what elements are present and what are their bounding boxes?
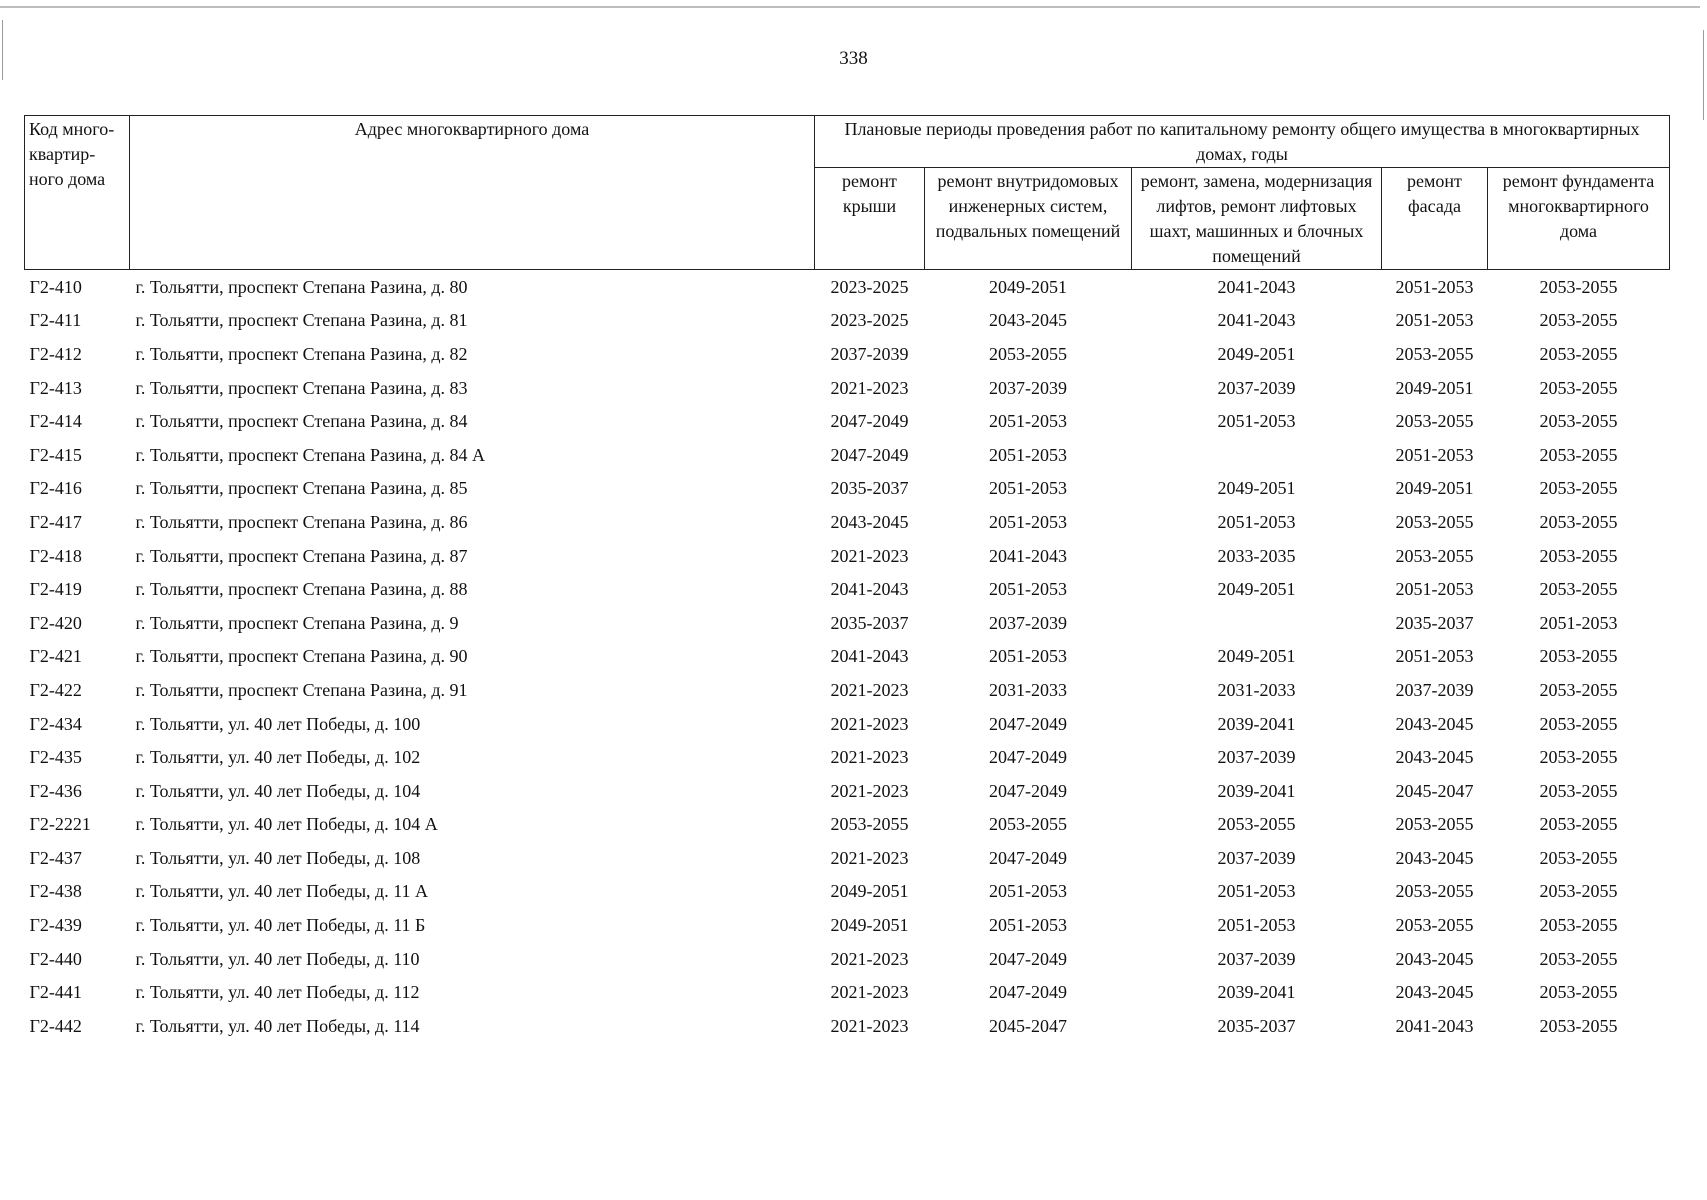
header-address: Адрес многоквартирного дома (130, 116, 815, 270)
cell-engineering: 2051-2053 (989, 511, 1067, 532)
cell-foundation: 2053-2055 (1539, 747, 1618, 768)
cell-code: Г2-410 (29, 276, 82, 297)
cell-code: Г2-436 (29, 780, 82, 801)
cell-code: Г2-434 (29, 713, 82, 734)
cell-lifts: 2037-2039 (1217, 847, 1296, 868)
cell-facade: 2045-2047 (1395, 780, 1474, 801)
cell-code: Г2-415 (29, 444, 82, 465)
cell-foundation: 2053-2055 (1539, 881, 1618, 902)
cell-lifts: 2037-2039 (1217, 948, 1296, 969)
cell-address: г. Тольятти, проспект Степана Разина, д. 88 (135, 579, 468, 600)
cell-lifts: 2049-2051 (1217, 579, 1296, 600)
cell-facade: 2051-2053 (1395, 646, 1474, 667)
cell-roof: 2021-2023 (830, 545, 909, 566)
cell-roof: 2047-2049 (830, 444, 909, 465)
cell-facade: 2037-2039 (1395, 679, 1474, 700)
table-row (25, 1009, 1670, 1043)
cell-roof: 2023-2025 (830, 310, 909, 331)
header-periods: Плановые периоды проведения работ по капитальному ремонту общего имущества в многоквартирных домах, годы (815, 116, 1670, 168)
cell-foundation: 2053-2055 (1539, 847, 1618, 868)
cell-engineering: 2047-2049 (989, 948, 1067, 969)
cell-roof: 2023-2025 (830, 276, 909, 297)
cell-lifts: 2049-2051 (1217, 478, 1296, 499)
cell-lifts: 2041-2043 (1217, 310, 1296, 331)
cell-roof: 2049-2051 (830, 881, 909, 902)
cell-foundation: 2053-2055 (1539, 377, 1618, 398)
table-row (25, 337, 1670, 371)
repair-schedule-table (24, 115, 1670, 1043)
cell-address: г. Тольятти, ул. 40 лет Победы, д. 100 (135, 713, 421, 734)
table-row (25, 304, 1670, 338)
table-row (25, 640, 1670, 674)
cell-facade: 2043-2045 (1395, 747, 1474, 768)
cell-facade: 2053-2055 (1395, 411, 1474, 432)
cell-roof: 2021-2023 (830, 847, 909, 868)
cell-lifts: 2031-2033 (1217, 679, 1296, 700)
table-row (25, 606, 1670, 640)
cell-code: Г2-422 (29, 679, 82, 700)
cell-address: г. Тольятти, ул. 40 лет Победы, д. 114 (135, 1015, 420, 1036)
cell-engineering: 2051-2053 (989, 646, 1067, 667)
table-row (25, 472, 1670, 506)
cell-address: г. Тольятти, ул. 40 лет Победы, д. 104 А (135, 814, 438, 835)
cell-engineering: 2047-2049 (989, 747, 1067, 768)
cell-engineering: 2051-2053 (989, 881, 1067, 902)
cell-lifts (1132, 438, 1382, 472)
cell-lifts: 2053-2055 (1217, 814, 1296, 835)
cell-roof: 2021-2023 (830, 679, 909, 700)
cell-engineering: 2053-2055 (989, 343, 1067, 364)
scan-border-top (0, 6, 1700, 8)
cell-code: Г2-418 (29, 545, 82, 566)
cell-address: г. Тольятти, проспект Степана Разина, д. 80 (135, 276, 468, 297)
table-row (25, 572, 1670, 606)
cell-roof: 2021-2023 (830, 780, 909, 801)
cell-code: Г2-411 (29, 310, 82, 331)
cell-facade: 2051-2053 (1395, 444, 1474, 465)
cell-code: Г2-438 (29, 881, 82, 902)
header-foundation: ремонт фундамента многоквартирного дома (1488, 168, 1670, 270)
cell-code: Г2-2221 (29, 814, 91, 835)
cell-engineering: 2043-2045 (989, 310, 1067, 331)
cell-lifts: 2037-2039 (1217, 747, 1296, 768)
cell-lifts: 2037-2039 (1217, 377, 1296, 398)
cell-engineering: 2051-2053 (989, 579, 1067, 600)
cell-roof: 2041-2043 (830, 646, 909, 667)
cell-foundation: 2053-2055 (1539, 511, 1618, 532)
cell-engineering: 2051-2053 (989, 411, 1067, 432)
cell-lifts: 2035-2037 (1217, 1015, 1296, 1036)
cell-foundation: 2053-2055 (1539, 545, 1618, 566)
cell-lifts: 2051-2053 (1217, 915, 1296, 936)
cell-address: г. Тольятти, проспект Степана Разина, д. 82 (135, 343, 468, 364)
cell-facade: 2051-2053 (1395, 276, 1474, 297)
cell-lifts: 2051-2053 (1217, 411, 1296, 432)
cell-lifts: 2039-2041 (1217, 982, 1296, 1003)
table-row (25, 404, 1670, 438)
cell-engineering: 2031-2033 (989, 679, 1067, 700)
cell-facade: 2043-2045 (1395, 847, 1474, 868)
cell-engineering: 2051-2053 (989, 478, 1067, 499)
cell-facade: 2035-2037 (1395, 612, 1474, 633)
cell-code: Г2-441 (29, 982, 82, 1003)
table-row (25, 774, 1670, 808)
cell-roof: 2021-2023 (830, 377, 909, 398)
scan-edge-right (1703, 30, 1704, 120)
cell-facade: 2053-2055 (1395, 814, 1474, 835)
cell-code: Г2-442 (29, 1015, 82, 1036)
header-facade: ремонт фасада (1382, 168, 1488, 270)
cell-address: г. Тольятти, проспект Степана Разина, д. 85 (135, 478, 468, 499)
cell-engineering: 2049-2051 (989, 276, 1067, 297)
cell-lifts: 2033-2035 (1217, 545, 1296, 566)
cell-lifts: 2049-2051 (1217, 646, 1296, 667)
cell-engineering: 2053-2055 (989, 814, 1067, 835)
cell-roof: 2021-2023 (830, 1015, 909, 1036)
cell-code: Г2-435 (29, 747, 82, 768)
table-header (25, 116, 1670, 270)
header-code: Код много-квартир-ного дома (25, 116, 130, 270)
cell-foundation: 2053-2055 (1539, 579, 1618, 600)
cell-foundation: 2053-2055 (1539, 646, 1618, 667)
cell-code: Г2-412 (29, 343, 82, 364)
cell-lifts (1132, 606, 1382, 640)
cell-facade: 2053-2055 (1395, 915, 1474, 936)
cell-facade: 2049-2051 (1395, 478, 1474, 499)
cell-foundation: 2053-2055 (1539, 444, 1618, 465)
table-row (25, 505, 1670, 539)
cell-lifts: 2051-2053 (1217, 511, 1296, 532)
cell-foundation: 2053-2055 (1539, 982, 1618, 1003)
cell-code: Г2-420 (29, 612, 82, 633)
cell-lifts: 2051-2053 (1217, 881, 1296, 902)
cell-foundation: 2053-2055 (1539, 276, 1618, 297)
cell-foundation: 2051-2053 (1539, 612, 1618, 633)
cell-facade: 2043-2045 (1395, 982, 1474, 1003)
cell-engineering: 2041-2043 (989, 545, 1067, 566)
cell-roof: 2035-2037 (830, 612, 909, 633)
cell-foundation: 2053-2055 (1539, 478, 1618, 499)
cell-engineering: 2047-2049 (989, 847, 1067, 868)
cell-address: г. Тольятти, ул. 40 лет Победы, д. 102 (135, 747, 421, 768)
cell-code: Г2-421 (29, 646, 82, 667)
cell-code: Г2-416 (29, 478, 82, 499)
cell-roof: 2021-2023 (830, 747, 909, 768)
table-row (25, 270, 1670, 304)
table-row (25, 875, 1670, 909)
cell-address: г. Тольятти, ул. 40 лет Победы, д. 11 А (135, 881, 429, 902)
cell-lifts: 2039-2041 (1217, 713, 1296, 734)
cell-lifts: 2041-2043 (1217, 276, 1296, 297)
cell-roof: 2037-2039 (830, 343, 909, 364)
cell-address: г. Тольятти, ул. 40 лет Победы, д. 108 (135, 847, 421, 868)
cell-foundation: 2053-2055 (1539, 814, 1618, 835)
cell-foundation: 2053-2055 (1539, 343, 1618, 364)
table-row (25, 908, 1670, 942)
cell-engineering: 2047-2049 (989, 982, 1067, 1003)
cell-engineering: 2051-2053 (989, 915, 1067, 936)
cell-facade: 2049-2051 (1395, 377, 1474, 398)
cell-foundation: 2053-2055 (1539, 411, 1618, 432)
cell-code: Г2-419 (29, 579, 82, 600)
cell-address: г. Тольятти, ул. 40 лет Победы, д. 110 (135, 948, 420, 969)
cell-roof: 2021-2023 (830, 713, 909, 734)
cell-engineering: 2037-2039 (989, 612, 1067, 633)
cell-address: г. Тольятти, ул. 40 лет Победы, д. 11 Б (135, 915, 426, 936)
cell-code: Г2-413 (29, 377, 82, 398)
cell-foundation: 2053-2055 (1539, 948, 1618, 969)
cell-address: г. Тольятти, проспект Степана Разина, д. 87 (135, 545, 468, 566)
cell-facade: 2041-2043 (1395, 1015, 1474, 1036)
cell-foundation: 2053-2055 (1539, 915, 1618, 936)
cell-foundation: 2053-2055 (1539, 679, 1618, 700)
table-body (25, 270, 1670, 1043)
cell-lifts: 2049-2051 (1217, 343, 1296, 364)
cell-roof: 2047-2049 (830, 411, 909, 432)
table-row (25, 808, 1670, 842)
cell-address: г. Тольятти, ул. 40 лет Победы, д. 104 (135, 780, 421, 801)
header-lifts: ремонт, замена, модернизация лифтов, ремонт лифтовых шахт, машинных и блочных помещений (1132, 168, 1382, 270)
cell-foundation: 2053-2055 (1539, 713, 1618, 734)
cell-roof: 2035-2037 (830, 478, 909, 499)
table-row (25, 438, 1670, 472)
cell-roof: 2053-2055 (830, 814, 909, 835)
cell-address: г. Тольятти, проспект Степана Разина, д. 83 (135, 377, 468, 398)
cell-code: Г2-440 (29, 948, 82, 969)
table-row (25, 942, 1670, 976)
cell-address: г. Тольятти, проспект Степана Разина, д. 90 (135, 646, 468, 667)
cell-facade: 2053-2055 (1395, 545, 1474, 566)
cell-facade: 2043-2045 (1395, 713, 1474, 734)
cell-engineering: 2047-2049 (989, 713, 1067, 734)
table-row (25, 740, 1670, 774)
cell-foundation: 2053-2055 (1539, 310, 1618, 331)
cell-roof: 2049-2051 (830, 915, 909, 936)
cell-facade: 2051-2053 (1395, 579, 1474, 600)
cell-foundation: 2053-2055 (1539, 1015, 1618, 1036)
cell-address: г. Тольятти, проспект Степана Разина, д. 91 (135, 679, 468, 700)
cell-code: Г2-437 (29, 847, 82, 868)
cell-address: г. Тольятти, проспект Степана Разина, д. 86 (135, 511, 468, 532)
cell-code: Г2-414 (29, 411, 82, 432)
cell-facade: 2043-2045 (1395, 948, 1474, 969)
cell-facade: 2051-2053 (1395, 310, 1474, 331)
cell-address: г. Тольятти, ул. 40 лет Победы, д. 112 (135, 982, 420, 1003)
cell-address: г. Тольятти, проспект Степана Разина, д. 84 (135, 411, 468, 432)
cell-engineering: 2051-2053 (989, 444, 1067, 465)
cell-roof: 2021-2023 (830, 948, 909, 969)
cell-address: г. Тольятти, проспект Степана Разина, д. 81 (135, 310, 468, 331)
cell-address: г. Тольятти, проспект Степана Разина, д. 84 А (135, 444, 486, 465)
cell-roof: 2043-2045 (830, 511, 909, 532)
cell-lifts: 2039-2041 (1217, 780, 1296, 801)
header-roof: ремонт крыши (815, 168, 925, 270)
cell-code: Г2-417 (29, 511, 82, 532)
table-row (25, 841, 1670, 875)
cell-roof: 2021-2023 (830, 982, 909, 1003)
table-row (25, 975, 1670, 1009)
cell-roof: 2041-2043 (830, 579, 909, 600)
page-number: 338 (839, 48, 868, 69)
cell-code: Г2-439 (29, 915, 82, 936)
cell-facade: 2053-2055 (1395, 511, 1474, 532)
table-row (25, 539, 1670, 573)
header-engineering: ремонт внутридомовых инженерных систем, подвальных помещений (925, 168, 1132, 270)
cell-address: г. Тольятти, проспект Степана Разина, д. 9 (135, 612, 459, 633)
cell-engineering: 2037-2039 (989, 377, 1067, 398)
table-row (25, 371, 1670, 405)
table-row (25, 707, 1670, 741)
cell-engineering: 2047-2049 (989, 780, 1067, 801)
cell-facade: 2053-2055 (1395, 881, 1474, 902)
table-row (25, 673, 1670, 707)
cell-facade: 2053-2055 (1395, 343, 1474, 364)
cell-foundation: 2053-2055 (1539, 780, 1618, 801)
cell-engineering: 2045-2047 (989, 1015, 1067, 1036)
